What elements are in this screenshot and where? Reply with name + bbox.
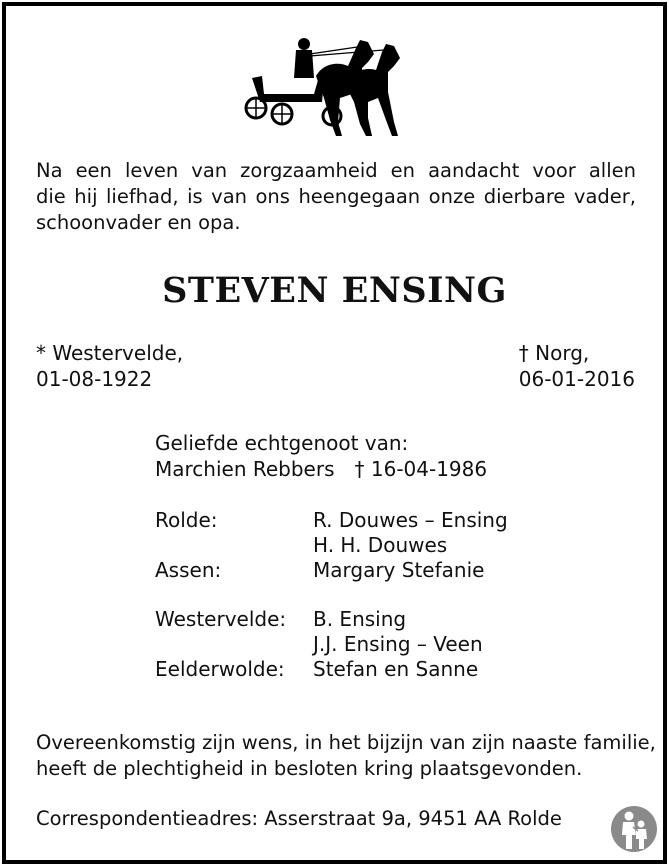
spouse-death-date: † 16-04-1986 bbox=[354, 457, 488, 481]
spouse-label: Geliefde echtgenoot van: bbox=[155, 431, 409, 455]
family-location: Westervelde: bbox=[155, 607, 287, 631]
spouse-name: Marchien Rebbers bbox=[155, 457, 335, 481]
family-group bbox=[155, 508, 508, 583]
spouse-block bbox=[155, 430, 487, 482]
family-location bbox=[155, 533, 313, 558]
closing-text bbox=[36, 730, 656, 782]
intro-line: schoonvader en opa. bbox=[36, 211, 241, 234]
family-member: J.J. Ensing – Veen bbox=[313, 632, 483, 656]
intro-line: Na een leven van zorgzaamheid en aandacht voor allen bbox=[36, 159, 636, 182]
horse-carriage-icon bbox=[244, 32, 400, 140]
intro-text bbox=[36, 158, 636, 236]
intro-line: die hij liefhad, is van ons heengegaan onze dierbare vader, bbox=[36, 185, 636, 208]
death-date: 06-01-2016 bbox=[518, 367, 635, 391]
birth-place: * Westervelde, bbox=[36, 341, 184, 365]
birth-date: 01-08-1922 bbox=[36, 367, 153, 391]
memorial-figures-icon bbox=[610, 805, 658, 853]
death-info bbox=[519, 340, 635, 392]
death-place: † Norg, bbox=[518, 341, 590, 365]
family-member: B. Ensing bbox=[313, 607, 407, 631]
family-member: R. Douwes – Ensing bbox=[313, 508, 508, 532]
family-member: Margary Stefanie bbox=[313, 558, 485, 582]
family-location: Assen: bbox=[155, 558, 222, 582]
family-location bbox=[155, 632, 313, 657]
family-member: H. H. Douwes bbox=[313, 533, 448, 557]
correspondence-address: Correspondentieadres: Asserstraat 9a, 9451 AA Rolde bbox=[36, 807, 562, 830]
deceased-name: STEVEN ENSING bbox=[162, 270, 507, 311]
family-list bbox=[155, 508, 508, 706]
family-location: Rolde: bbox=[155, 508, 218, 532]
family-group bbox=[155, 607, 508, 682]
family-member: Stefan en Sanne bbox=[313, 657, 479, 681]
family-location: Eelderwolde: bbox=[155, 657, 285, 681]
closing-line: Overeenkomstig zijn wens, in het bijzijn van zijn naaste familie, bbox=[36, 731, 656, 754]
birth-info bbox=[36, 340, 183, 392]
closing-line: heeft de plechtigheid in besloten kring plaatsgevonden. bbox=[36, 757, 583, 780]
